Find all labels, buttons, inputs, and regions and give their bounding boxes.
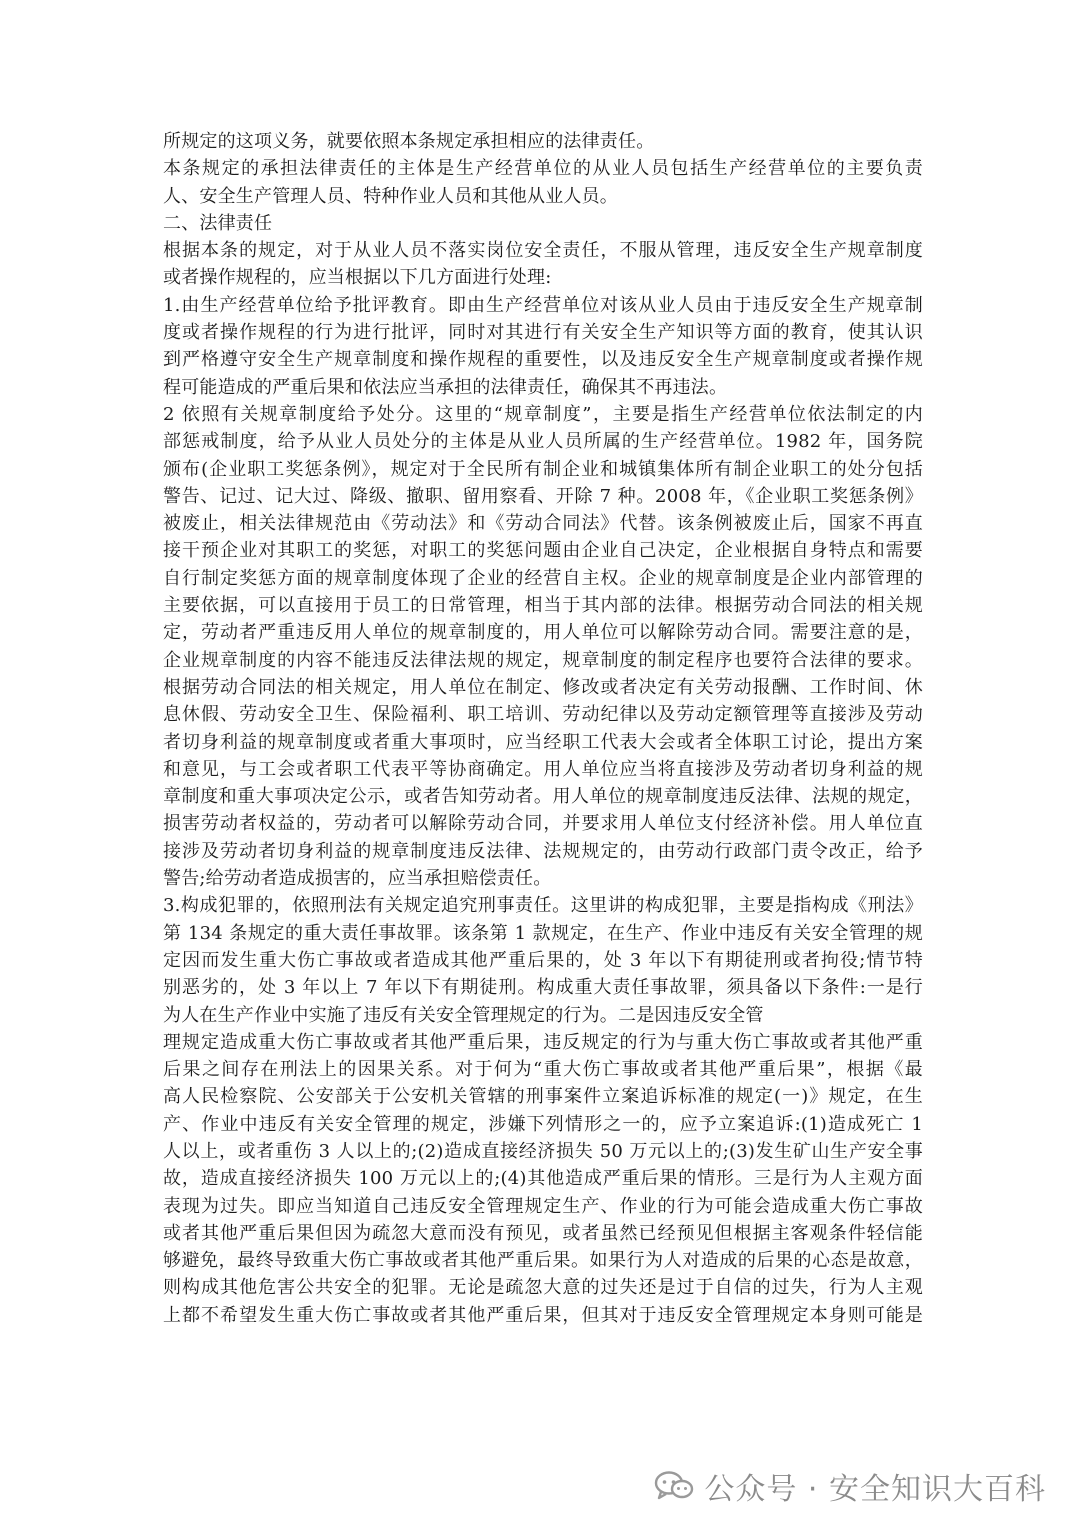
text-line: 二、法律责任 [163,212,273,234]
text-line: 度或者操作规程的行为进行批评，同时对其进行有关安全生产知识等方面的教育，使其认识 [163,322,923,344]
text-line: 别恶劣的，处 3 年以上 7 年以下有期徒刑。构成重大责任事故罪，须具备以下条件:一是行 [163,977,923,999]
text-line: 根据劳动合同法的相关规定，用人单位在制定、修改或者决定有关劳动报酬、工作时间、休 [163,676,923,698]
text-line: 3.构成犯罪的，依照刑法有关规定追究刑事责任。这里讲的构成犯罪，主要是指构成《刑法》 [163,895,923,917]
text-line: 或者操作规程的，应当根据以下几方面进行处理: [163,267,552,289]
text-line: 2 依照有关规章制度给予处分。这里的“规章制度”，主要是指生产经营单位依法制定的内 [163,403,923,425]
text-line: 接干预企业对其职工的奖惩，对职工的奖惩问题由企业自己决定，企业根据自身特点和需要 [163,540,923,562]
text-line: 颁布(企业职工奖惩条例》，规定对于全民所有制企业和城镇集体所有制企业职工的处分包括 [163,458,923,480]
text-line: 表现为过失。即应当知道自己违反安全管理规定生产、作业的行为可能会造成重大伤亡事故 [163,1195,923,1217]
text-line: 到严格遵守安全生产规章制度和操作规程的重要性，以及违反安全生产规章制度或者操作规 [163,349,923,371]
text-line: 上都不希望发生重大伤亡事故或者其他严重后果，但其对于违反安全管理规定本身则可能是 [163,1304,923,1326]
text-line: 接涉及劳动者切身利益的规章制度违反法律、法规规定的，由劳动行政部门责令改正，给予 [163,840,923,862]
text-line: 或者其他严重后果但因为疏忽大意而没有预见，或者虽然已经预见但根据主客观条件轻信能 [163,1222,923,1244]
text-line: 自行制定奖惩方面的规章制度体现了企业的经营自主权。企业的规章制度是企业内部管理的 [163,567,923,589]
text-line: 则构成其他危害公共安全的犯罪。无论是疏忽大意的过失还是过于自信的过失，行为人主观 [163,1277,923,1299]
text-line: 第 134 条规定的重大责任事故罪。该条第 1 款规定，在生产、作业中违反有关安全管理的规 [163,922,923,944]
text-line: 高人民检察院、公安部关于公安机关管辖的刑事案件立案追诉标准的规定(一)》规定，在生 [163,1086,923,1108]
text-line: 主要依据，可以直接用于员工的日常管理，相当于其内部的法律。根据劳动合同法的相关规 [163,595,923,617]
watermark [654,1466,1046,1506]
text-line: 理规定造成重大伤亡事故或者其他严重后果，违反规定的行为与重大伤亡事故或者其他严重 [163,1031,923,1053]
text-line: 企业规章制度的内容不能违反法律法规的规定，规章制度的制定程序也要符合法律的要求。 [163,649,923,671]
text-line: 够避免，最终导致重大伤亡事故或者其他严重后果。如果行为人对造成的后果的心态是故意， [163,1250,923,1272]
text-line: 者切身利益的规章制度或者重大事项时，应当经职工代表大会或者全体职工讨论，提出方案 [163,731,923,753]
text-line: 和意见，与工会或者职工代表平等协商确定。用人单位应当将直接涉及劳动者切身利益的规 [163,758,923,780]
text-line: 本条规定的承担法律责任的主体是生产经营单位的从业人员包括生产经营单位的主要负责 [163,158,923,180]
document-body [163,128,923,1329]
text-line: 警告;给劳动者造成损害的，应当承担赔偿责任。 [163,868,552,890]
text-line: 警告、记过、记大过、降级、撤职、留用察看、开除 7 种。2008 年，《企业职工奖惩条例》 [163,485,923,507]
text-line: 被废止，相关法律规范由《劳动法》和《劳动合同法》代替。该条例被废止后，国家不再直 [163,513,923,535]
text-line: 息休假、劳动安全卫生、保险福利、职工培训、劳动纪律以及劳动定额管理等直接涉及劳动 [163,704,923,726]
text-line: 故，造成直接经济损失 100 万元以上的;(4)其他造成严重后果的情形。三是行为人主观方面 [163,1168,923,1190]
text-line: 程可能造成的严重后果和依法应当承担的法律责任，确保其不再违法。 [163,376,728,398]
text-line: 定，劳动者严重违反用人单位的规章制度的，用人单位可以解除劳动合同。需要注意的是， [163,622,923,644]
text-line: 所规定的这项义务，就要依照本条规定承担相应的法律责任。 [163,131,655,152]
text-line: 章制度和重大事项决定公示，或者告知劳动者。用人单位的规章制度违反法律、法规的规定， [163,786,923,808]
text-line: 定因而发生重大伤亡事故或者造成其他严重后果的，处 3 年以下有期徒刑或者拘役;情节特 [163,949,923,971]
watermark-text: 公众号 · 安全知识大百科 [704,1472,1046,1507]
text-line: 1.由生产经营单位给予批评教育。即由生产经营单位对该从业人员由于违反安全生产规章制 [163,294,923,316]
text-line: 损害劳动者权益的，劳动者可以解除劳动合同，并要求用人单位支付经济补偿。用人单位直 [163,813,923,835]
text-line: 部惩戒制度，给予从业人员处分的主体是从业人员所属的生产经营单位。1982 年，国务院 [163,431,923,453]
wechat-icon [654,1470,694,1502]
text-line: 后果之间存在刑法上的因果关系。对于何为“重大伤亡事故或者其他严重后果”，根据《最 [163,1059,923,1081]
text-line: 为人在生产作业中实施了违反有关安全管理规定的行为。二是因违反安全管 [163,1004,764,1026]
text-line: 产、作业中违反有关安全管理的规定，涉嫌下列情形之一的，应予立案追诉:(1)造成死亡 1 [163,1113,923,1135]
text-line: 根据本条的规定，对于从业人员不落实岗位安全责任，不服从管理，违反安全生产规章制度 [163,240,923,262]
text-line: 人、安全生产管理人员、特种作业人员和其他从业人员。 [163,185,618,207]
text-line: 人以上，或者重伤 3 人以上的;(2)造成直接经济损失 50 万元以上的;(3)发生矿山生产安全事 [163,1140,923,1162]
